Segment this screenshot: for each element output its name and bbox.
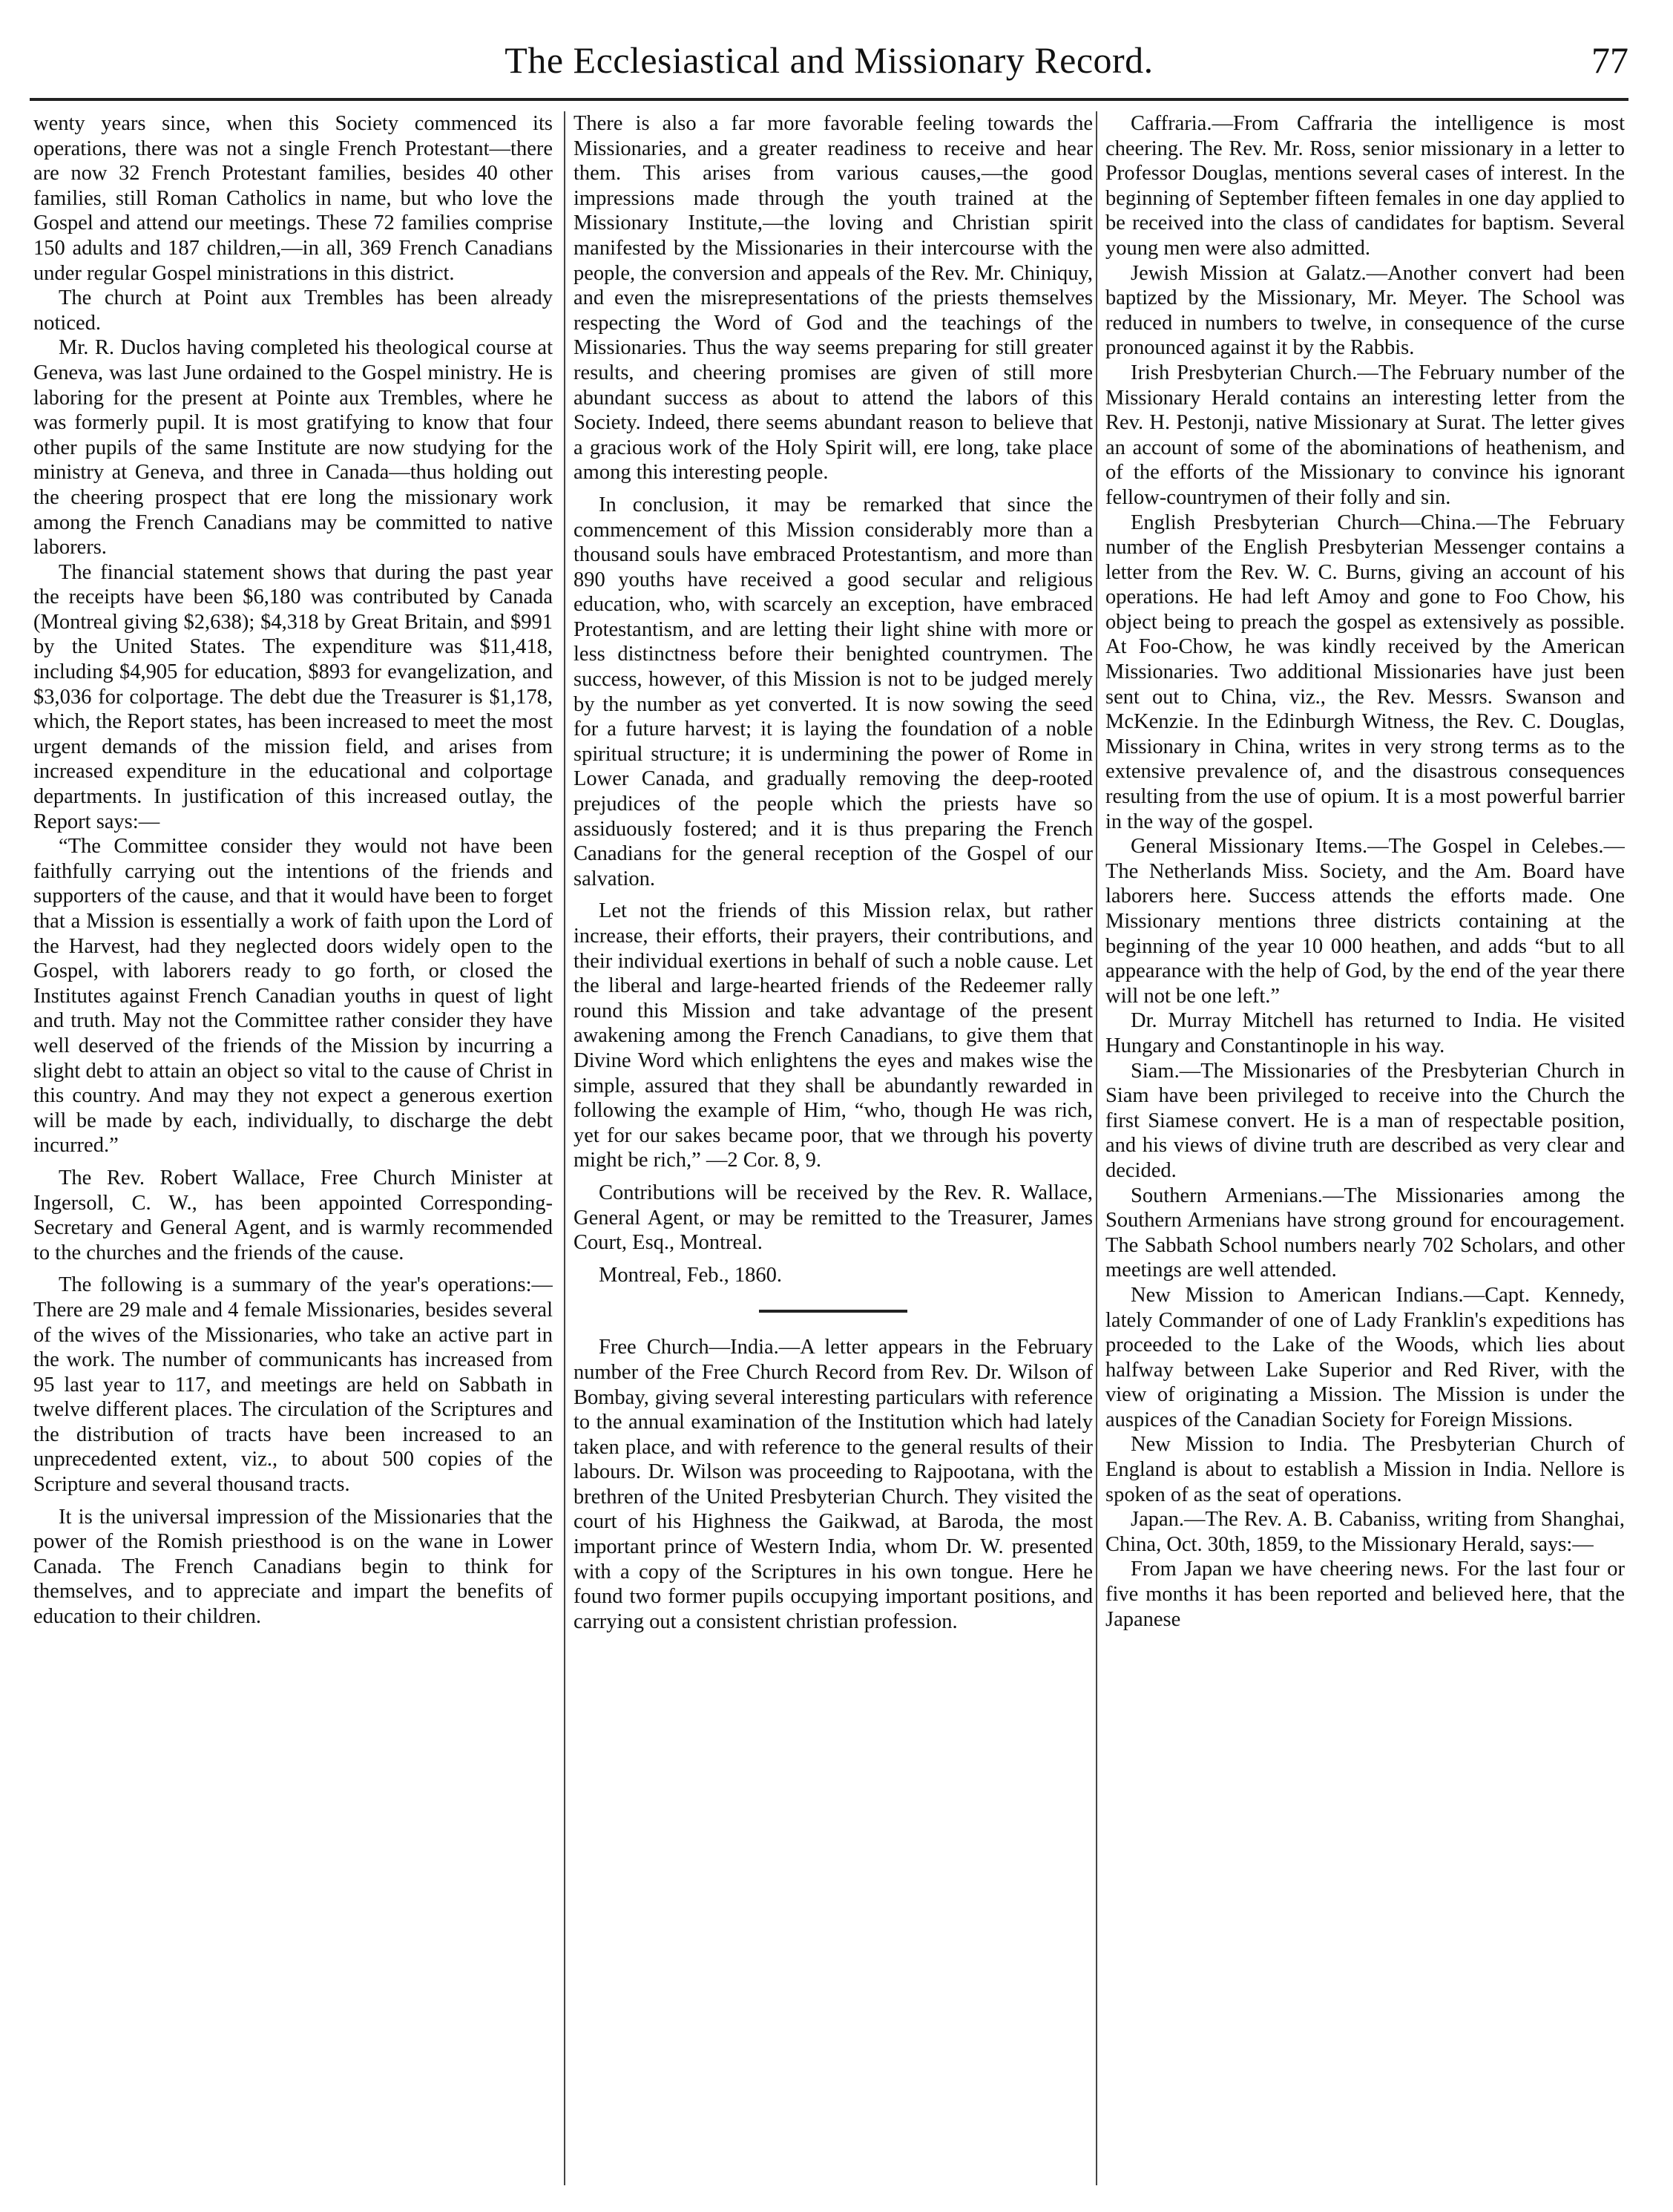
paragraph: The church at Point aux Trembles has been already noticed. [33,286,553,335]
paragraph: Southern Armenians.—The Missionaries among the Southern Armenians have strong ground for encouragement. The Sabbath School numbers nearly 702 Scholars, and other meetings are well attended. [1105,1184,1625,1282]
paragraph: Japan.—The Rev. A. B. Cabaniss, writing from Shanghai, China, Oct. 30th, 1859, to the Missionary Herald, says:— [1105,1508,1625,1556]
paragraph: Contributions will be received by the Rev. R. Wallace, General Agent, or may be remitted to the Treasurer, James Court, Esq., Montreal. [573,1181,1093,1255]
column-divider-1 [564,111,565,2185]
paragraph: In conclusion, it may be remarked that since the commencement of this Mission considerably more than a thousand souls have embraced Protestantism, and more than 890 youths have received a good secular and religious education, who, with scarcely an exception, have embraced Protestantism, and are letting their light shine with more or less distinctness before their benighted countrymen. The success, however, of this Mission is not to be judged merely by the number as yet converted. It is now sowing the seed for a future harvest; it is laying the foundation of a noble spiritual structure; it is undermining the power of Rome in Lower Canada, and gradually removing the deep-rooted prejudices of the people which the priests have so assiduously fostered; and it is thus preparing the French Canadians for the general reception of the Gospel of our salvation. [573,493,1093,890]
text-column-3 [1105,111,1625,2182]
quoted-paragraph: “The Committee consider they would not have been faithfully carrying out the intentions of the friends and supporters of the cause, and that it would have been to forget that a Mission is essentially a work of faith upon the Lord of the Harvest, had they neglected doors widely open to the Gospel, with laborers ready to go forth, or closed the Institutes against French Canadian youths in quest of light and truth. May not the Committee rather consider they have well deserved of the friends of the Mission by incurring a slight debt to attain an object so vital to the cause of Christ in this country. And may they not expect a generous exertion will be made by each, individually, to discharge the debt incurred.” [33,835,553,1158]
paragraph: The financial statement shows that during the past year the receipts have been $6,180 was contributed by Canada (Montreal giving $2,638); $4,318 by Great Britain, and $991 by the United States. The expenditure was $11,418, including $4,905 for education, $893 for evangelization, and $3,036 for colportage. The debt due the Treasurer is $1,178, which, the Report states, has been increased to meet the most urgent demands of the mission field, and arises from increased expenditure in the educational and colportage departments. In justification of this increased outlay, the Report says:— [33,560,553,833]
dateline: Montreal, Feb., 1860. [599,1263,782,1287]
text-column-2 [573,111,1093,2182]
header-rule [30,98,1628,101]
text-column-1 [33,111,553,2182]
paragraph: There is also a far more favorable feeling towards the Missionaries, and a greater readiness to receive and hear them. This arises from various causes,—the good impressions made through the youth trained at the Missionary Institute,—the loving and Christian spirit manifested by the Missionaries in their intercourse with the people, the conversion and appeals of the Rev. Mr. Chiniquy, and even the misrepresentations of the priests themselves respecting the Word of God and the teachings of the Missionaries. Thus the way seems preparing for still greater results, and cheering promises are given of still more abundant success as about to attend the labors of this Society. Indeed, there seems abundant reason to believe that a gracious work of the Holy Spirit will, ere long, take place among this interesting people. [573,112,1093,485]
section-rule [759,1310,907,1313]
paragraph: Jewish Mission at Galatz.—Another convert had been baptized by the Missionary, Mr. Meyer. The School was reduced in numbers to twelve, in consequence of the curse pronounced against it by the Rabbis. [1105,261,1625,360]
paragraph: It is the universal impression of the Missionaries that the power of the Romish priesthood is on the wane in Lower Canada. The French Canadians begin to think for themselves, and to appreciate and impart the benefits of education to their children. [33,1505,553,1629]
paragraph: New Mission to India. The Presbyterian Church of England is about to establish a Mission in India. Nellore is spoken of as the seat of operations. [1105,1433,1625,1506]
column-divider-2 [1096,111,1097,2185]
paragraph: wenty years since, when this Society commenced its operations, there was not a single French Protestant—there are now 32 French Protestant families, besides 40 other families, still Roman Catholics in name, but who love the Gospel and attend our meetings. These 72 families comprise 150 adults and 187 children,—in all, 369 French Canadians under regular Gospel ministrations in this district. [33,112,553,285]
paragraph: Caffraria.—From Caffraria the intelligence is most cheering. The Rev. Mr. Ross, senior missionary in a letter to Professor Douglas, mentions several cases of interest. In the beginning of September fifteen females in one day applied to be received into the class of candidates for baptism. Several young men were also admitted. [1105,112,1625,260]
paragraph: Free Church—India.—A letter appears in the February number of the Free Church Record from Rev. Dr. Wilson of Bombay, giving several interesting particulars with reference to the annual examination of the Institution which had lately taken place, and with reference to the general results of their labours. Dr. Wilson was proceeding to Rajpootana, with the brethren of the United Presbyterian Church. They visited the court of his Highness the Gaikwad, at Baroda, the most important prince of Western India, whom Dr. W. presented with a copy of the Scriptures in his own tongue. Here he found two former pupils occupying important positions, and carrying out a consistent christian profession. [573,1336,1093,1633]
paragraph: General Missionary Items.—The Gospel in Celebes.—The Netherlands Miss. Society, and the Am. Board have laborers here. Success attends the efforts made. One Missionary mentions three districts containing at the beginning of the year 10 000 heathen, and adds “but to all appearance with the help of God, by the end of the year there will not be one left.” [1105,835,1625,1008]
paragraph: Siam.—The Missionaries of the Presbyterian Church in Siam have been privileged to receive into the Church the first Siamese convert. He is a man of respectable position, and his views of divine truth are described as very clear and decided. [1105,1059,1625,1182]
paragraph: Dr. Murray Mitchell has returned to India. He visited Hungary and Constantinople in his way. [1105,1009,1625,1057]
paragraph: The following is a summary of the year's operations:—There are 29 male and 4 female Missionaries, besides several of the wives of the Missionaries, who take an active part in the work. The number of communicants has increased from 95 last year to 117, and meetings are held on Sabbath in twelve different places. The circulation of the Scriptures and the distribution of tracts have been increased to an unprecedented extent, viz., to about 500 copies of the Scripture and several thousand tracts. [33,1273,553,1497]
paragraph: Irish Presbyterian Church.—The February number of the Missionary Herald contains an interesting letter from the Rev. H. Pestonji, native Missionary at Surat. The letter gives an account of some of the abominations of heathenism, and of the efforts of the Missionary to convince his ignorant fellow-countrymen of their folly and sin. [1105,361,1625,509]
paragraph: Mr. R. Duclos having completed his theological course at Geneva, was last June ordained to the Gospel ministry. He is laboring for the present at Pointe aux Trembles, where he was formerly pupil. It is most gratifying to know that four other pupils of the same Institute are now studying for the ministry at Geneva, and three in Canada—thus holding out the cheering prospect that ere long the missionary work among the French Canadians may be committed to native laborers. [33,336,553,559]
paragraph: From Japan we have cheering news. For the last four or five months it has been reported and believed here, that the Japanese [1105,1558,1625,1631]
page-number: 77 [1591,39,1628,81]
paragraph: English Presbyterian Church—China.—The February number of the English Presbyterian Messenger contains a letter from the Rev. W. C. Burns, giving an account of his operations. He had left Amoy and gone to Foo Chow, his object being to preach the gospel as extensively as possible. At Foo-Chow, he was kindly received by the American Missionaries. Two additional Missionaries have just been sent out to China, viz., the Rev. Messrs. Swanson and McKenzie. In the Edinburgh Witness, the Rev. C. Douglas, Missionary in China, writes in very strong terms as to the extensive prevalence of, and the disastrous consequences resulting from the use of opium. It is a most powerful barrier in the way of the gospel. [1105,511,1625,833]
running-title: The Ecclesiastical and Missionary Record. [504,39,1154,81]
paragraph: Let not the friends of this Mission relax, but rather increase, their efforts, their prayers, their contributions, and their individual exertions in behalf of such a noble cause. Let the liberal and large-hearted friends of the Redeemer rally round this Mission and take advantage of the present awakening among the French Canadians, to give them that Divine Word which enlightens the eyes and makes wise the simple, assured that they shall be abundantly rewarded in following the example of Him, “who, though He was rich, yet for our sakes became poor, that we through his poverty might be rich,” —2 Cor. 8, 9. [573,899,1093,1172]
page-header [30,39,1628,91]
paragraph: The Rev. Robert Wallace, Free Church Minister at Ingersoll, C. W., has been appointed Corresponding-Secretary and General Agent, and is warmly recommended to the churches and the friends of the cause. [33,1166,553,1264]
paragraph: New Mission to American Indians.—Capt. Kennedy, lately Commander of one of Lady Franklin's expeditions has proceeded to the Lake of the Woods, which lies about halfway between Lake Superior and Red River, with the view of originating a Mission. The Mission is under the auspices of the Canadian Society for Foreign Missions. [1105,1283,1625,1431]
